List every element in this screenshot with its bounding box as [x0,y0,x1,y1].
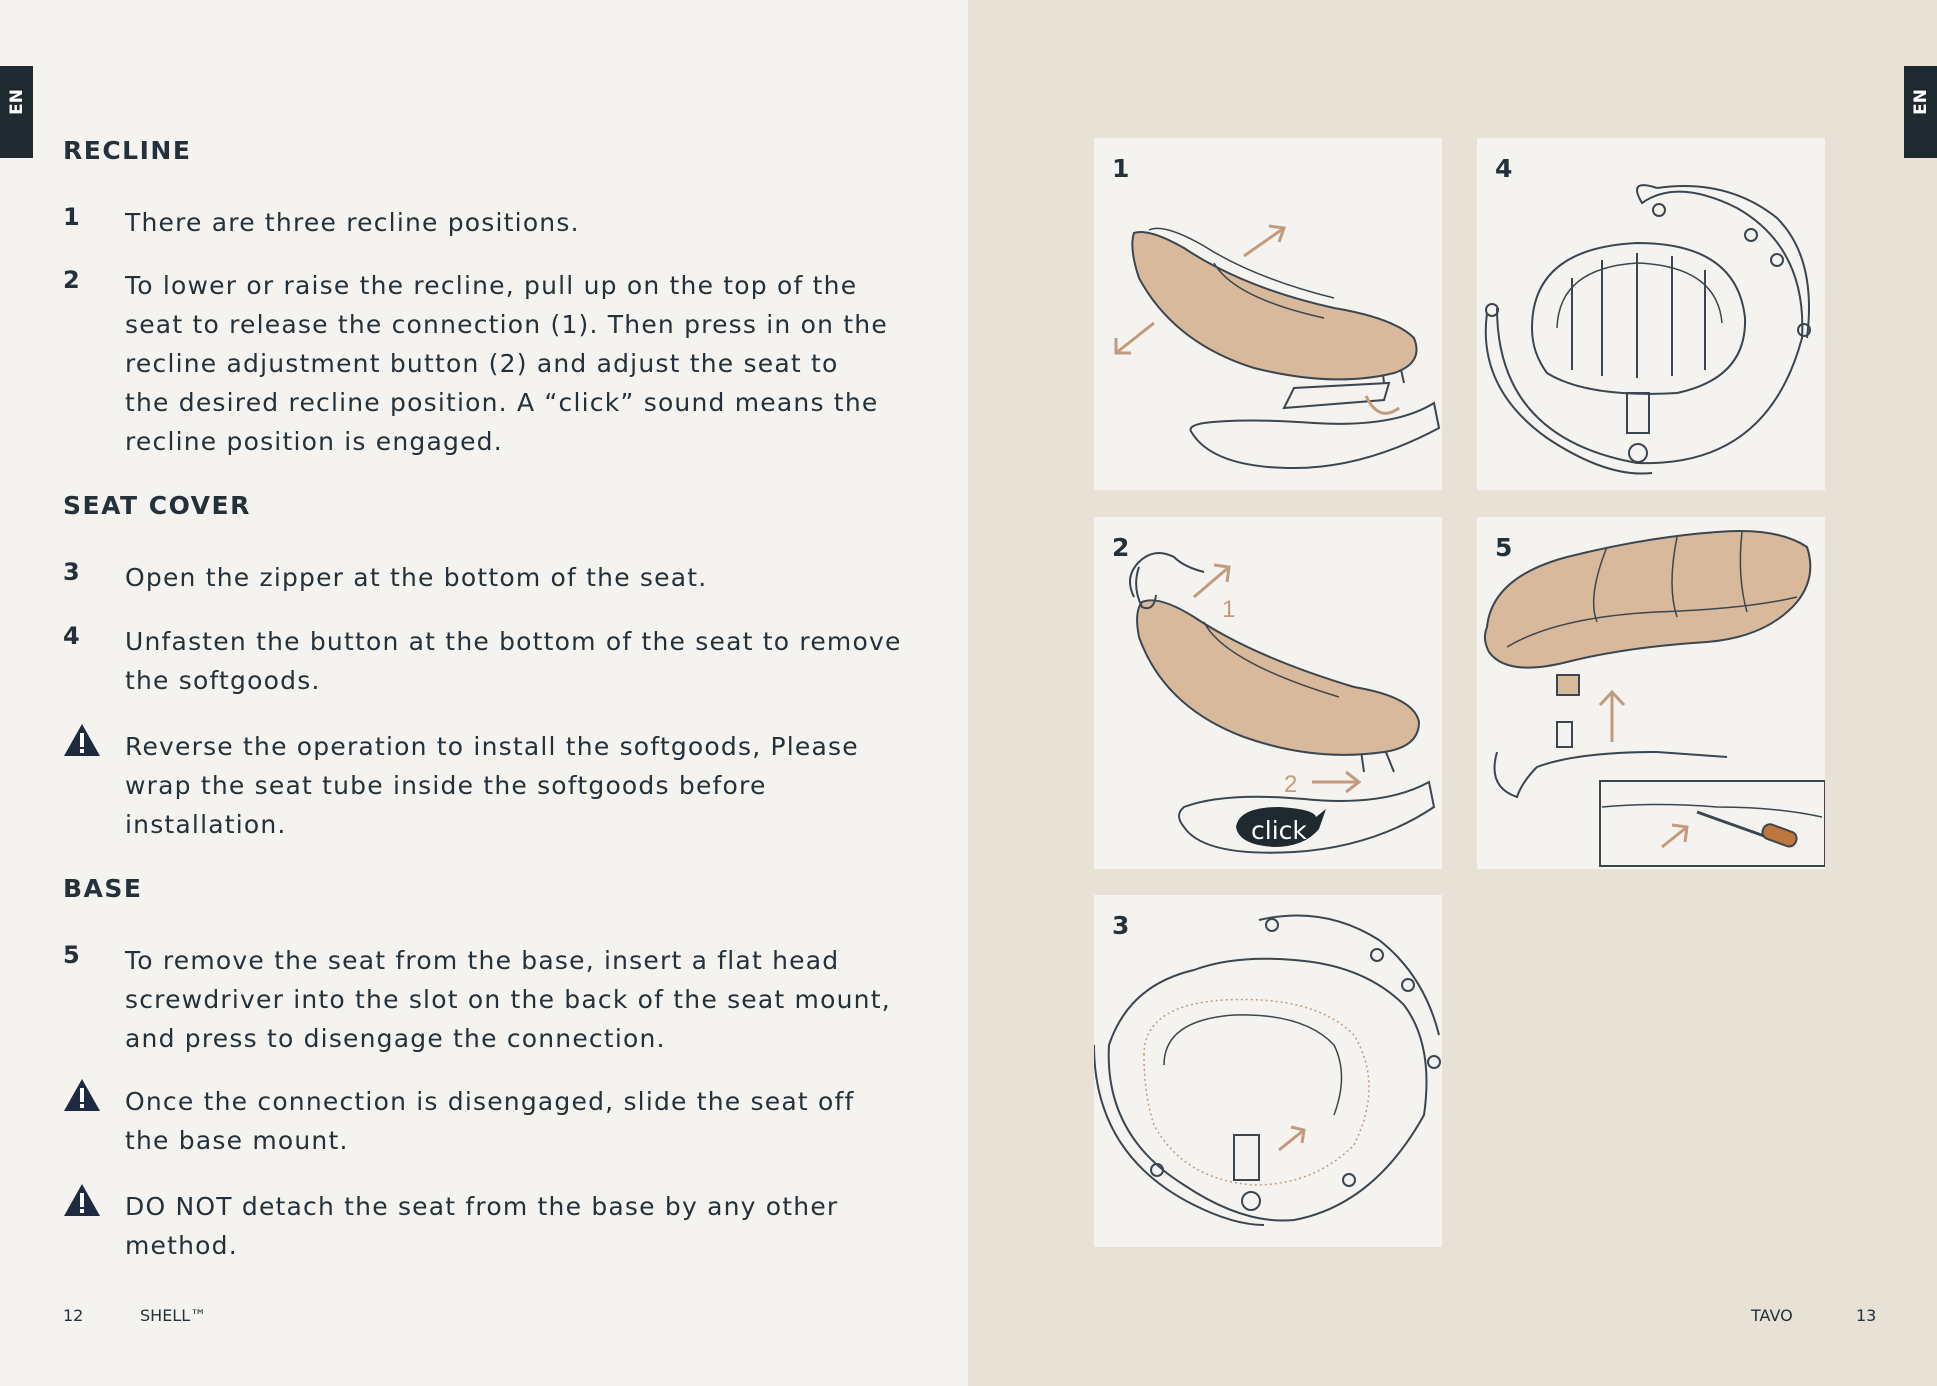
warning-icon [63,723,101,757]
panel-number: 4 [1495,154,1513,183]
illustration-panel-5 [1477,517,1825,869]
page-number-right: 13 [1856,1306,1877,1325]
step-number: 3 [63,558,80,586]
step-text-line: Unfasten the button at the bottom of the seat to remove [125,627,902,656]
seat-cover-removed-illustration [1477,138,1825,490]
step-text: Open the zipper at the bottom of the seat. [125,563,708,592]
right-page [968,0,1937,1386]
warning-text-line: the base mount. [125,1126,349,1155]
step-number: 1 [63,203,80,231]
left-page [0,0,968,1386]
section-title-recline: RECLINE [63,136,192,165]
step-text [125,622,965,700]
panel-number: 5 [1495,533,1513,562]
seat-cover-unzip-illustration [1094,895,1442,1247]
step-text-line: seat to release the connection (1). Then press in on the [125,310,888,339]
warning-text-line: DO NOT detach the seat from the base by any other [125,1192,839,1221]
seat-removal-illustration [1477,517,1825,869]
warning-text [125,1187,965,1265]
seat-recline-illustration [1094,138,1442,490]
step-number: 4 [63,622,80,650]
step-text-line: recline adjustment button (2) and adjust the seat to [125,349,839,378]
warning-icon [63,1183,101,1217]
step-text [125,941,965,1058]
recline-adjust-illustration [1094,517,1442,869]
language-tab-label: EN [1910,89,1931,115]
illustration-panel-2 [1094,517,1442,869]
click-label: click [1251,816,1307,845]
language-tab-left [0,66,33,158]
step-text-line: recline position is engaged. [125,427,503,456]
warning-text-line: method. [125,1231,238,1260]
illustration-panel-1 [1094,138,1442,490]
panel-number: 2 [1112,533,1130,562]
callout-2-label: 2 [1284,771,1298,798]
section-title-seat-cover: SEAT COVER [63,491,251,520]
step-text-line: the desired recline position. A “click” sound means the [125,388,879,417]
warning-text-line: Reverse the operation to install the softgoods, Please [125,732,859,761]
warning-text [125,1082,965,1160]
language-tab-right [1904,66,1937,158]
step-text-line: screwdriver into the slot on the back of the seat mount, [125,985,891,1014]
panel-number: 3 [1112,911,1130,940]
step-text [125,266,965,461]
warning-text-line: wrap the seat tube inside the softgoods before [125,771,767,800]
illustration-panel-3 [1094,895,1442,1247]
footer-brand-left: SHELL™ [140,1306,207,1325]
language-tab-label: EN [6,89,27,115]
step-text: There are three recline positions. [125,208,580,237]
step-text-line: and press to disengage the connection. [125,1024,666,1053]
footer-brand-right: TAVO [1751,1306,1793,1325]
warning-text [125,727,965,844]
step-number: 2 [63,266,80,294]
warning-text-line: installation. [125,810,287,839]
page-number-left: 12 [63,1306,84,1325]
callout-1-label: 1 [1222,596,1236,623]
panel-number: 1 [1112,154,1130,183]
section-title-base: BASE [63,874,143,903]
step-text-line: To lower or raise the recline, pull up on the top of the [125,271,858,300]
illustration-panel-4 [1477,138,1825,490]
warning-icon [63,1078,101,1112]
step-number: 5 [63,941,80,969]
step-text-line: To remove the seat from the base, insert a flat head [125,946,840,975]
warning-text-line: Once the connection is disengaged, slide the seat off [125,1087,855,1116]
step-text-line: the softgoods. [125,666,321,695]
